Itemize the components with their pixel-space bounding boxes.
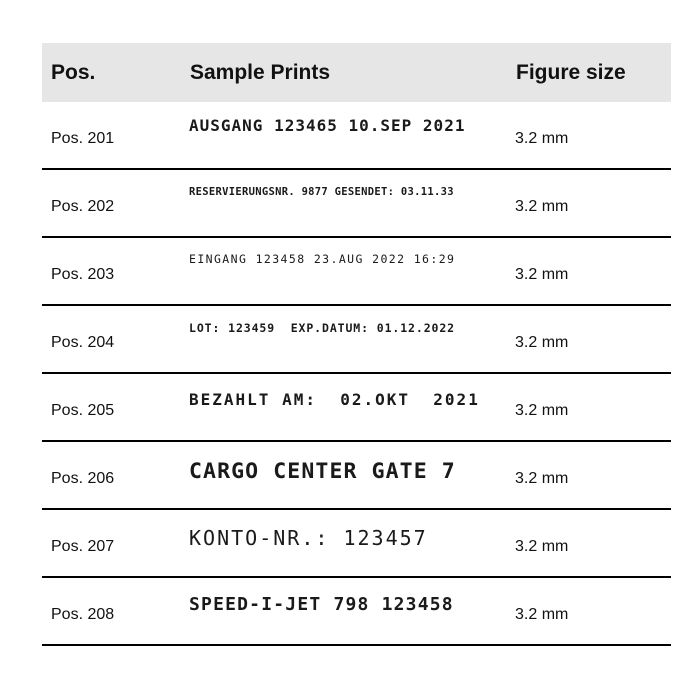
row-figure-size: 3.2 mm (515, 538, 569, 555)
row-sample-print: RESERVIERUNGSNR. 9877 GESENDET: 03.11.33 (189, 186, 454, 198)
table-header (42, 43, 671, 102)
row-figure-size: 3.2 mm (515, 266, 569, 283)
header-pos: Pos. (51, 60, 96, 84)
row-pos: Pos. 205 (51, 402, 115, 419)
row-sample-print: AUSGANG 123465 10.SEP 2021 (189, 116, 466, 135)
row-figure-size: 3.2 mm (515, 606, 569, 623)
table-row (42, 374, 671, 442)
row-pos: Pos. 202 (51, 198, 115, 215)
row-pos: Pos. 208 (51, 606, 115, 623)
row-pos: Pos. 201 (51, 130, 115, 147)
row-figure-size: 3.2 mm (515, 130, 569, 147)
row-sample-print: EINGANG 123458 23.AUG 2022 16:29 (189, 252, 456, 266)
row-sample-print: BEZAHLT AM: 02.OKT 2021 (189, 390, 480, 409)
row-pos: Pos. 207 (51, 538, 115, 555)
row-sample-print: LOT: 123459 EXP.DATUM: 01.12.2022 (189, 321, 456, 335)
row-figure-size: 3.2 mm (515, 470, 569, 487)
table-row (42, 170, 671, 238)
row-pos: Pos. 206 (51, 470, 115, 487)
table-row (42, 510, 671, 578)
row-figure-size: 3.2 mm (515, 402, 569, 419)
row-sample-print: SPEED-I-JET 798 123458 (189, 594, 454, 615)
row-figure-size: 3.2 mm (515, 198, 569, 215)
header-sample-prints: Sample Prints (190, 60, 331, 84)
header-figure-size: Figure size (516, 60, 626, 84)
table-row (42, 102, 671, 170)
sample-prints-table (42, 43, 671, 646)
row-sample-print: KONTO-NR.: 123457 (189, 526, 428, 550)
table-row (42, 442, 671, 510)
row-pos: Pos. 203 (51, 266, 115, 283)
table-row (42, 306, 671, 374)
row-sample-print: CARGO CENTER GATE 7 (189, 459, 456, 484)
row-pos: Pos. 204 (51, 334, 115, 351)
table-row (42, 578, 671, 646)
row-figure-size: 3.2 mm (515, 334, 569, 351)
table-row (42, 238, 671, 306)
